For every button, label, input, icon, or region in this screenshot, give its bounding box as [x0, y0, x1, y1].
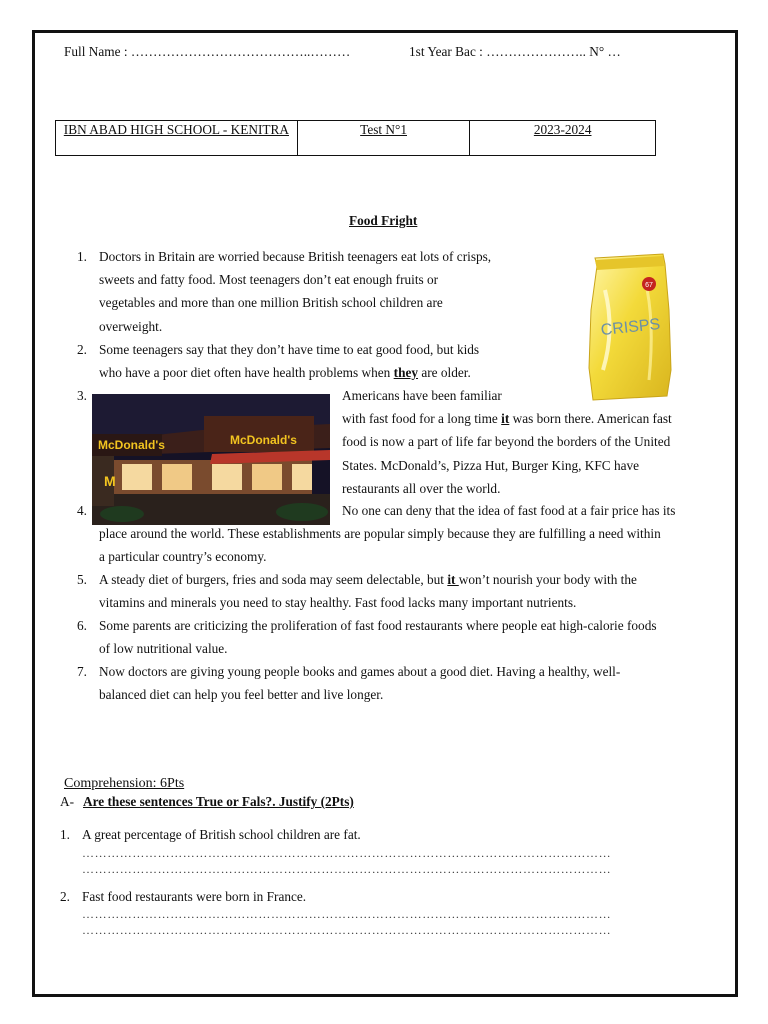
section-title: Are these sentences True or Fals?. Justify (2Pts) — [83, 794, 354, 809]
text-line: of low nutritional value. — [99, 641, 228, 657]
school-year-cell: 2023-2024 — [470, 121, 656, 156]
highlighted-pronoun: it — [501, 411, 510, 427]
crisps-badge: 67 — [645, 282, 653, 289]
text-line: vitamins and minerals you need to stay healthy. Fast food lacks many important nutrients. — [99, 595, 577, 611]
paragraph-3 — [342, 384, 672, 500]
text-line: Now doctors are giving young people books and games about a good diet. Having a healthy, well- — [99, 664, 621, 679]
item-number: 5. — [77, 572, 87, 587]
text-line: with fast food for a long time it was born there. American fast — [342, 411, 672, 427]
question-2-text: Fast food restaurants were born in France. — [82, 889, 307, 904]
answer-line[interactable]: ……………………………………………………………………………………………………………… — [82, 846, 612, 860]
text-line: a particular country’s economy. — [99, 549, 267, 565]
text-line: sweets and fatty food. Most teenagers don’t eat enough fruits or — [99, 272, 439, 288]
paragraph-4-line-1: No one can deny that the idea of fast food at a fair price has its — [342, 503, 676, 518]
text-line: Doctors in Britain are worried because British teenagers eat lots of crisps, — [99, 249, 492, 264]
text-line: Some teenagers say that they don’t have time to eat good food, but kids — [99, 342, 480, 357]
question-number: 1. — [60, 827, 70, 842]
text-line: restaurants all over the world. — [342, 480, 501, 496]
text-line: overweight. — [99, 318, 163, 334]
school-name-cell: IBN ABAD HIGH SCHOOL - KENITRA — [56, 121, 298, 156]
item-number: 1. — [77, 249, 87, 264]
paragraph-4-rest — [99, 522, 661, 568]
item-number: 6. — [77, 618, 87, 633]
text-line: who have a poor diet often have health problems when they are older. — [99, 365, 471, 381]
paragraph-1 — [99, 245, 491, 338]
text-line: Some parents are criticizing the proliferation of fast food restaurants where people eat high-calorie foods — [99, 618, 657, 633]
item-number: 3. — [77, 388, 87, 403]
paragraph-7 — [99, 660, 620, 706]
crisps-label: CRISPS — [600, 315, 662, 340]
full-name-label: Full Name : …………………………………..……… — [64, 44, 351, 59]
text-line: A steady diet of burgers, fries and soda may seem delectable, but it won’t nourish your body with the — [99, 572, 637, 587]
test-number-cell: Test N°1 — [297, 121, 470, 156]
passage-title: Food Fright — [349, 213, 418, 228]
school-info-table — [55, 120, 656, 156]
section-letter: A- — [60, 794, 75, 809]
text-line: place around the world. These establishments are popular simply because they are fulfilling a need within — [99, 526, 661, 541]
paragraph-6 — [99, 614, 657, 660]
mcdonalds-restaurant-image — [92, 394, 330, 525]
answer-line[interactable]: ……………………………………………………………………………………………………………… — [82, 862, 612, 876]
highlighted-pronoun: they — [393, 365, 419, 381]
question-1-text: A great percentage of British school children are fat. — [82, 827, 361, 842]
text-line: vegetables and more than one million British school children are — [99, 295, 443, 311]
text-line: food is now a part of life far beyond the borders of the United — [342, 434, 671, 450]
paragraph-5 — [99, 568, 637, 614]
item-number: 2. — [77, 342, 87, 357]
text-line: States. McDonald’s, Pizza Hut, Burger King, KFC have — [342, 457, 640, 473]
question-number: 2. — [60, 889, 70, 904]
mcd-sign-right: McDonald's — [230, 433, 297, 447]
highlighted-pronoun: it — [447, 572, 459, 587]
item-number: 4. — [77, 503, 87, 518]
year-label: 1st Year Bac : ………………….. N° … — [409, 44, 621, 59]
text-line: Americans have been familiar — [342, 388, 502, 403]
item-number: 7. — [77, 664, 87, 679]
answer-line[interactable]: ……………………………………………………………………………………………………………… — [82, 907, 612, 921]
svg-text:M: M — [104, 473, 116, 489]
crisps-image — [585, 250, 675, 402]
paragraph-2 — [99, 338, 479, 384]
mcd-sign-left: McDonald's — [98, 438, 165, 452]
text-line: balanced diet can help you feel better and live longer. — [99, 687, 384, 703]
answer-line[interactable]: ……………………………………………………………………………………………………………… — [82, 923, 612, 937]
comprehension-heading: Comprehension: 6Pts — [64, 776, 185, 791]
